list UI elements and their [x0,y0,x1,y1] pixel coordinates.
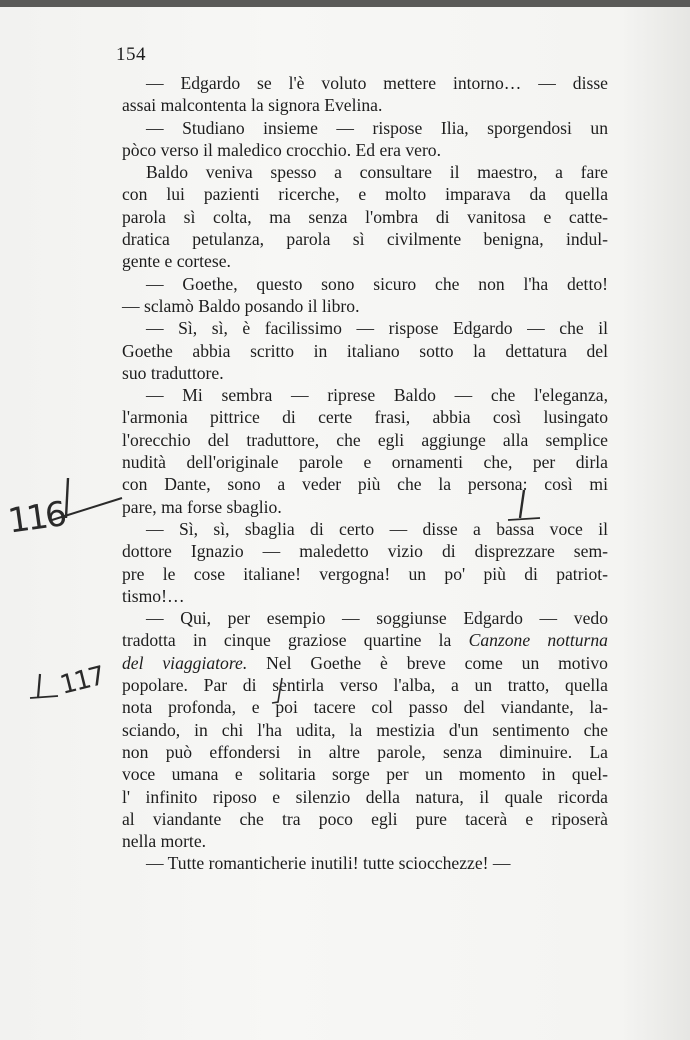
text-line: non può effondersi in altre parole, senza diminuire. La [122,741,608,762]
text-line: Baldo veniva spesso a consultare il maestro, a fare [146,162,608,183]
text-line: suo traduttore. [122,362,224,383]
text-line: nella morte. [122,831,207,852]
text-line: pare, ma forse sbaglio. [122,496,282,517]
text-line: — Edgardo se l'è voluto mettere intorno… — disse [146,73,608,93]
text-line: — Mi sembra — riprese Baldo — che l'eleganza, [146,385,608,406]
text-line: pre le cose italiane! vergogna! un po' più di patriot- [122,563,608,584]
text-line: gente e cortese. [122,251,231,272]
text-line: tismo!… [122,585,185,606]
text-line: Goethe abbia scritto in italiano sotto la dettatura del [122,340,608,361]
text-line: — Tutte romanticherie inutili! tutte sciocchezze! — [146,853,511,874]
text-line: nota profonda, e poi tacere col passo del viandante, la- [122,697,608,718]
handwritten-mark [270,676,290,706]
text-line: parola sì colta, ma senza l'ombra di vanitosa e catte- [122,206,608,227]
text-line: l' infinito riposo e silenzio della natura, il quale ricorda [122,786,608,807]
handwritten-mark [28,668,78,708]
text-line: al viandante che tra poco egli pure tacerà e riposerà [122,808,608,829]
handwritten-mark [500,488,550,524]
page-top-edge [0,0,690,7]
text-line: del viaggiatore. Nel Goethe è breve come un motivo [122,652,608,673]
text-line: tradotta in cinque graziose quartine la Canzone notturna [122,630,608,651]
text-line: assai malcontenta la signora Evelina. [122,95,383,116]
text-line: popolare. Par di sentirla verso l'alba, a un tratto, quella [122,675,608,696]
text-line: — Sì, sì, è facilissimo — rispose Edgardo — che il [146,318,608,339]
text-line: con lui pazienti ricerche, e molto imparava da quella [122,184,608,205]
text-line: dottore Ignazio — maledetto vizio di disprezzare sem- [122,541,608,562]
text-line: — Goethe, questo sono sicuro che non l'ha detto! [146,273,608,294]
margin-annotation-117: 117 [57,661,107,701]
text-line: — Qui, per esempio — soggiunse Edgardo — vedo [146,608,608,629]
text-line: sciando, in chi l'ha udita, la mestizia d'un sentimento che [122,719,608,740]
text-line: con Dante, sono a veder più che la persona: così mi [122,474,608,495]
text-line: l'armonia pittrice di certe frasi, abbia così lusingato [122,407,608,428]
text-line: pòco verso il maledico crocchio. Ed era vero. [122,139,441,160]
text-line: — sclamò Baldo posando il libro. [122,295,360,316]
body-text [122,72,608,875]
text-line: l'orecchio del traduttore, che egli aggiunge alla semplice [122,429,608,450]
text-line: — Studiano insieme — rispose Ilia, sporgendosi un [146,117,608,138]
handwritten-mark [30,470,130,530]
text-line: nudità dell'originale parole e ornamenti che, per dirla [122,452,608,473]
text-line: — Sì, sì, sbaglia di certo — disse a bassa voce il [146,518,608,539]
text-line: dratica petulanza, parola sì civilmente benigna, indul- [122,229,608,250]
margin-annotation-116: 116 [5,494,67,542]
page-number: 154 [116,44,146,65]
text-line: voce umana e solitaria sorge per un momento in quel- [122,764,608,785]
